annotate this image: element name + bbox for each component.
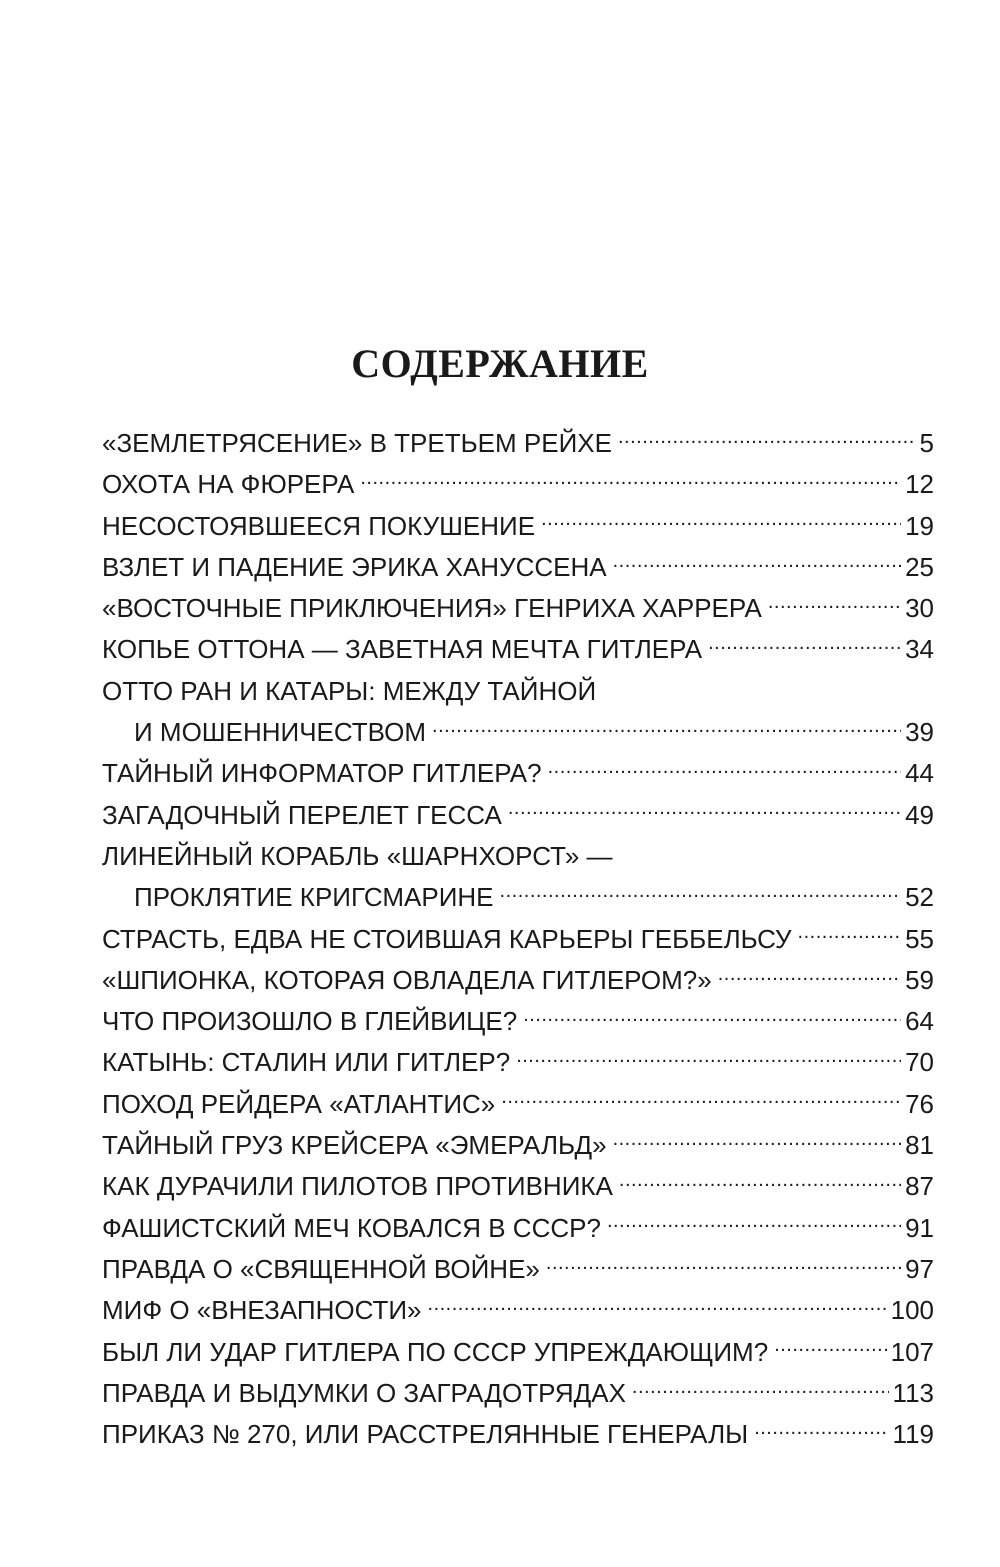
toc-entry-title: ЛИНЕЙНЫЙ КОРАБЛЬ «ШАРНХОРСТ» — [102,840,613,871]
table-of-contents [102,423,934,1455]
dot-leader [508,798,901,824]
toc-entry-line [102,423,934,464]
toc-entry-line [102,960,934,1001]
toc-page-number: 76 [905,1088,934,1119]
toc-entry [102,1249,934,1290]
toc-page-number: 55 [905,923,934,954]
dot-leader [500,880,902,906]
dot-leader [718,963,901,989]
dot-leader [618,426,916,452]
toc-entry-line [102,1166,934,1207]
toc-entry-title: ЗАГАДОЧНЫЙ ПЕРЕЛЕТ ГЕССА [102,799,502,830]
toc-entry-title: «ШПИОНКА, КОТОРАЯ ОВЛАДЕЛА ГИТЛЕРОМ?» [102,964,712,995]
dot-leader [768,591,901,617]
toc-entry [102,506,934,547]
dot-leader [708,632,901,658]
toc-page-number: 52 [905,882,934,913]
toc-entry [102,1125,934,1166]
toc-entry-title: ЧТО ПРОИЗОШЛО В ГЛЕЙВИЦЕ? [102,1006,518,1037]
toc-entry-title: КОПЬЕ ОТТОНА — ЗАВЕТНАЯ МЕЧТА ГИТЛЕРА [102,634,703,665]
toc-page-number: 59 [905,964,934,995]
toc-entry-line [102,1414,934,1455]
toc-entry-line [102,1373,934,1414]
toc-entry-line [102,671,934,712]
toc-entry [102,588,934,629]
dot-leader [798,922,902,948]
toc-entry [102,629,934,670]
toc-page-number: 34 [905,634,934,665]
toc-entry-title: «ЗЕМЛЕТРЯСЕНИЕ» В ТРЕТЬЕМ РЕЙХЕ [102,428,612,458]
dot-leader [432,715,901,741]
toc-entry [102,671,934,754]
toc-page-number: 25 [905,551,934,582]
dot-leader [613,550,901,576]
dot-leader [541,509,901,535]
toc-entry [102,1208,934,1249]
toc-entry-title: ТАЙНЫЙ ГРУЗ КРЕЙСЕРА «ЭМЕРАЛЬД» [102,1130,607,1161]
toc-entry-line [102,1084,934,1125]
toc-entry-line [102,588,934,629]
toc-entry-line [102,1332,934,1373]
toc-entry-line [102,1290,934,1331]
toc-page-number: 97 [905,1253,934,1284]
toc-entry-title: СТРАСТЬ, ЕДВА НЕ СТОИВШАЯ КАРЬЕРЫ ГЕББЕЛЬСУ [102,923,792,954]
toc-entry-line [102,877,934,918]
toc-entry-line [102,1001,934,1042]
toc-page-number: 70 [905,1047,934,1078]
toc-entry [102,753,934,794]
toc-entry-title: ОХОТА НА ФЮРЕРА [102,469,355,500]
toc-entry-line [102,1208,934,1249]
toc-entry [102,919,934,960]
toc-entry-title: ВЗЛЕТ И ПАДЕНИЕ ЭРИКА ХАНУССЕНА [102,551,607,582]
toc-page-number: 107 [890,1336,934,1367]
toc-entry [102,464,934,505]
toc-entry [102,1042,934,1083]
toc-entry-line [102,712,934,753]
dot-leader [523,1004,901,1030]
toc-entry [102,1373,934,1414]
toc-entry-title: ПРАВДА И ВЫДУМКИ О ЗАГРАДОТРЯДАХ [102,1377,626,1408]
toc-entry-title: КАТЫНЬ: СТАЛИН ИЛИ ГИТЛЕР? [102,1047,511,1078]
toc-entry-title: БЫЛ ЛИ УДАР ГИТЛЕРА ПО СССР УПРЕЖДАЮЩИМ? [102,1336,769,1367]
dot-leader [548,756,901,782]
toc-entry-line [102,464,934,505]
page-title: СОДЕРЖАНИЕ [351,341,649,386]
toc-entry-line [102,1042,934,1083]
toc-entry-title: ФАШИСТСКИЙ МЕЧ КОВАЛСЯ В СССР? [102,1212,601,1243]
toc-entry-title: НЕСОСТОЯВШЕЕСЯ ПОКУШЕНИЕ [102,510,536,541]
toc-entry-line [102,506,934,547]
toc-entry-title: МИФ О «ВНЕЗАПНОСТИ» [102,1295,422,1326]
toc-entry-title: ПРИКАЗ № 270, ИЛИ РАССТРЕЛЯННЫЕ ГЕНЕРАЛЫ [102,1419,749,1450]
toc-entry [102,1001,934,1042]
toc-entry [102,1084,934,1125]
toc-entry-title: ОТТО РАН И КАТАРЫ: МЕЖДУ ТАЙНОЙ [102,675,597,706]
toc-page-number: 39 [905,717,934,748]
toc-entry [102,1290,934,1331]
toc-entry-line [102,1125,934,1166]
toc-page-number: 19 [905,510,934,541]
toc-entry-line [102,629,934,670]
toc-entry-title: И МОШЕННИЧЕСТВОМ [134,717,427,748]
toc-page-number: 30 [905,593,934,624]
toc-page-number: 49 [905,799,934,830]
dot-leader [632,1376,889,1402]
toc-page-number: 87 [905,1171,934,1202]
toc-entry [102,1332,934,1373]
toc-entry [102,836,934,919]
toc-entry [102,547,934,588]
toc-entry-title: ТАЙНЫЙ ИНФОРМАТОР ГИТЛЕРА? [102,758,542,789]
dot-leader [607,1211,901,1237]
dot-leader [774,1335,886,1361]
dot-leader [613,1128,902,1154]
toc-page-number: 119 [892,1419,934,1450]
toc-page-number: 5 [919,428,934,458]
toc-page-number: 64 [905,1006,934,1037]
toc-entry [102,960,934,1001]
toc-page-number: 81 [905,1130,934,1161]
toc-entry-line [102,836,934,877]
toc-page-number: 12 [905,469,934,500]
dot-leader [428,1293,887,1319]
toc-entry [102,423,934,464]
toc-page-number: 113 [892,1377,934,1408]
toc-entry-line [102,919,934,960]
dot-leader [501,1087,901,1113]
toc-entry-title: ПОХОД РЕЙДЕРА «АТЛАНТИС» [102,1088,496,1119]
dot-leader [360,467,901,493]
toc-page-number: 44 [905,758,934,789]
toc-page-number: 91 [905,1212,934,1243]
toc-entry-title: ПРАВДА О «СВЯЩЕННОЙ ВОЙНЕ» [102,1253,540,1284]
dot-leader [619,1169,901,1195]
toc-entry [102,1414,934,1455]
toc-entry-line [102,753,934,794]
toc-entry-line [102,1249,934,1290]
dot-leader [754,1417,888,1443]
dot-leader [546,1252,901,1278]
toc-entry [102,1166,934,1207]
toc-page-number: 100 [890,1295,934,1326]
toc-entry-line [102,547,934,588]
dot-leader [516,1045,901,1071]
toc-entry [102,795,934,836]
toc-entry-line [102,795,934,836]
toc-entry-title: КАК ДУРАЧИЛИ ПИЛОТОВ ПРОТИВНИКА [102,1171,613,1202]
toc-entry-title: ПРОКЛЯТИЕ КРИГСМАРИНЕ [134,882,494,913]
toc-entry-title: «ВОСТОЧНЫЕ ПРИКЛЮЧЕНИЯ» ГЕНРИХА ХАРРЕРА [102,593,762,624]
